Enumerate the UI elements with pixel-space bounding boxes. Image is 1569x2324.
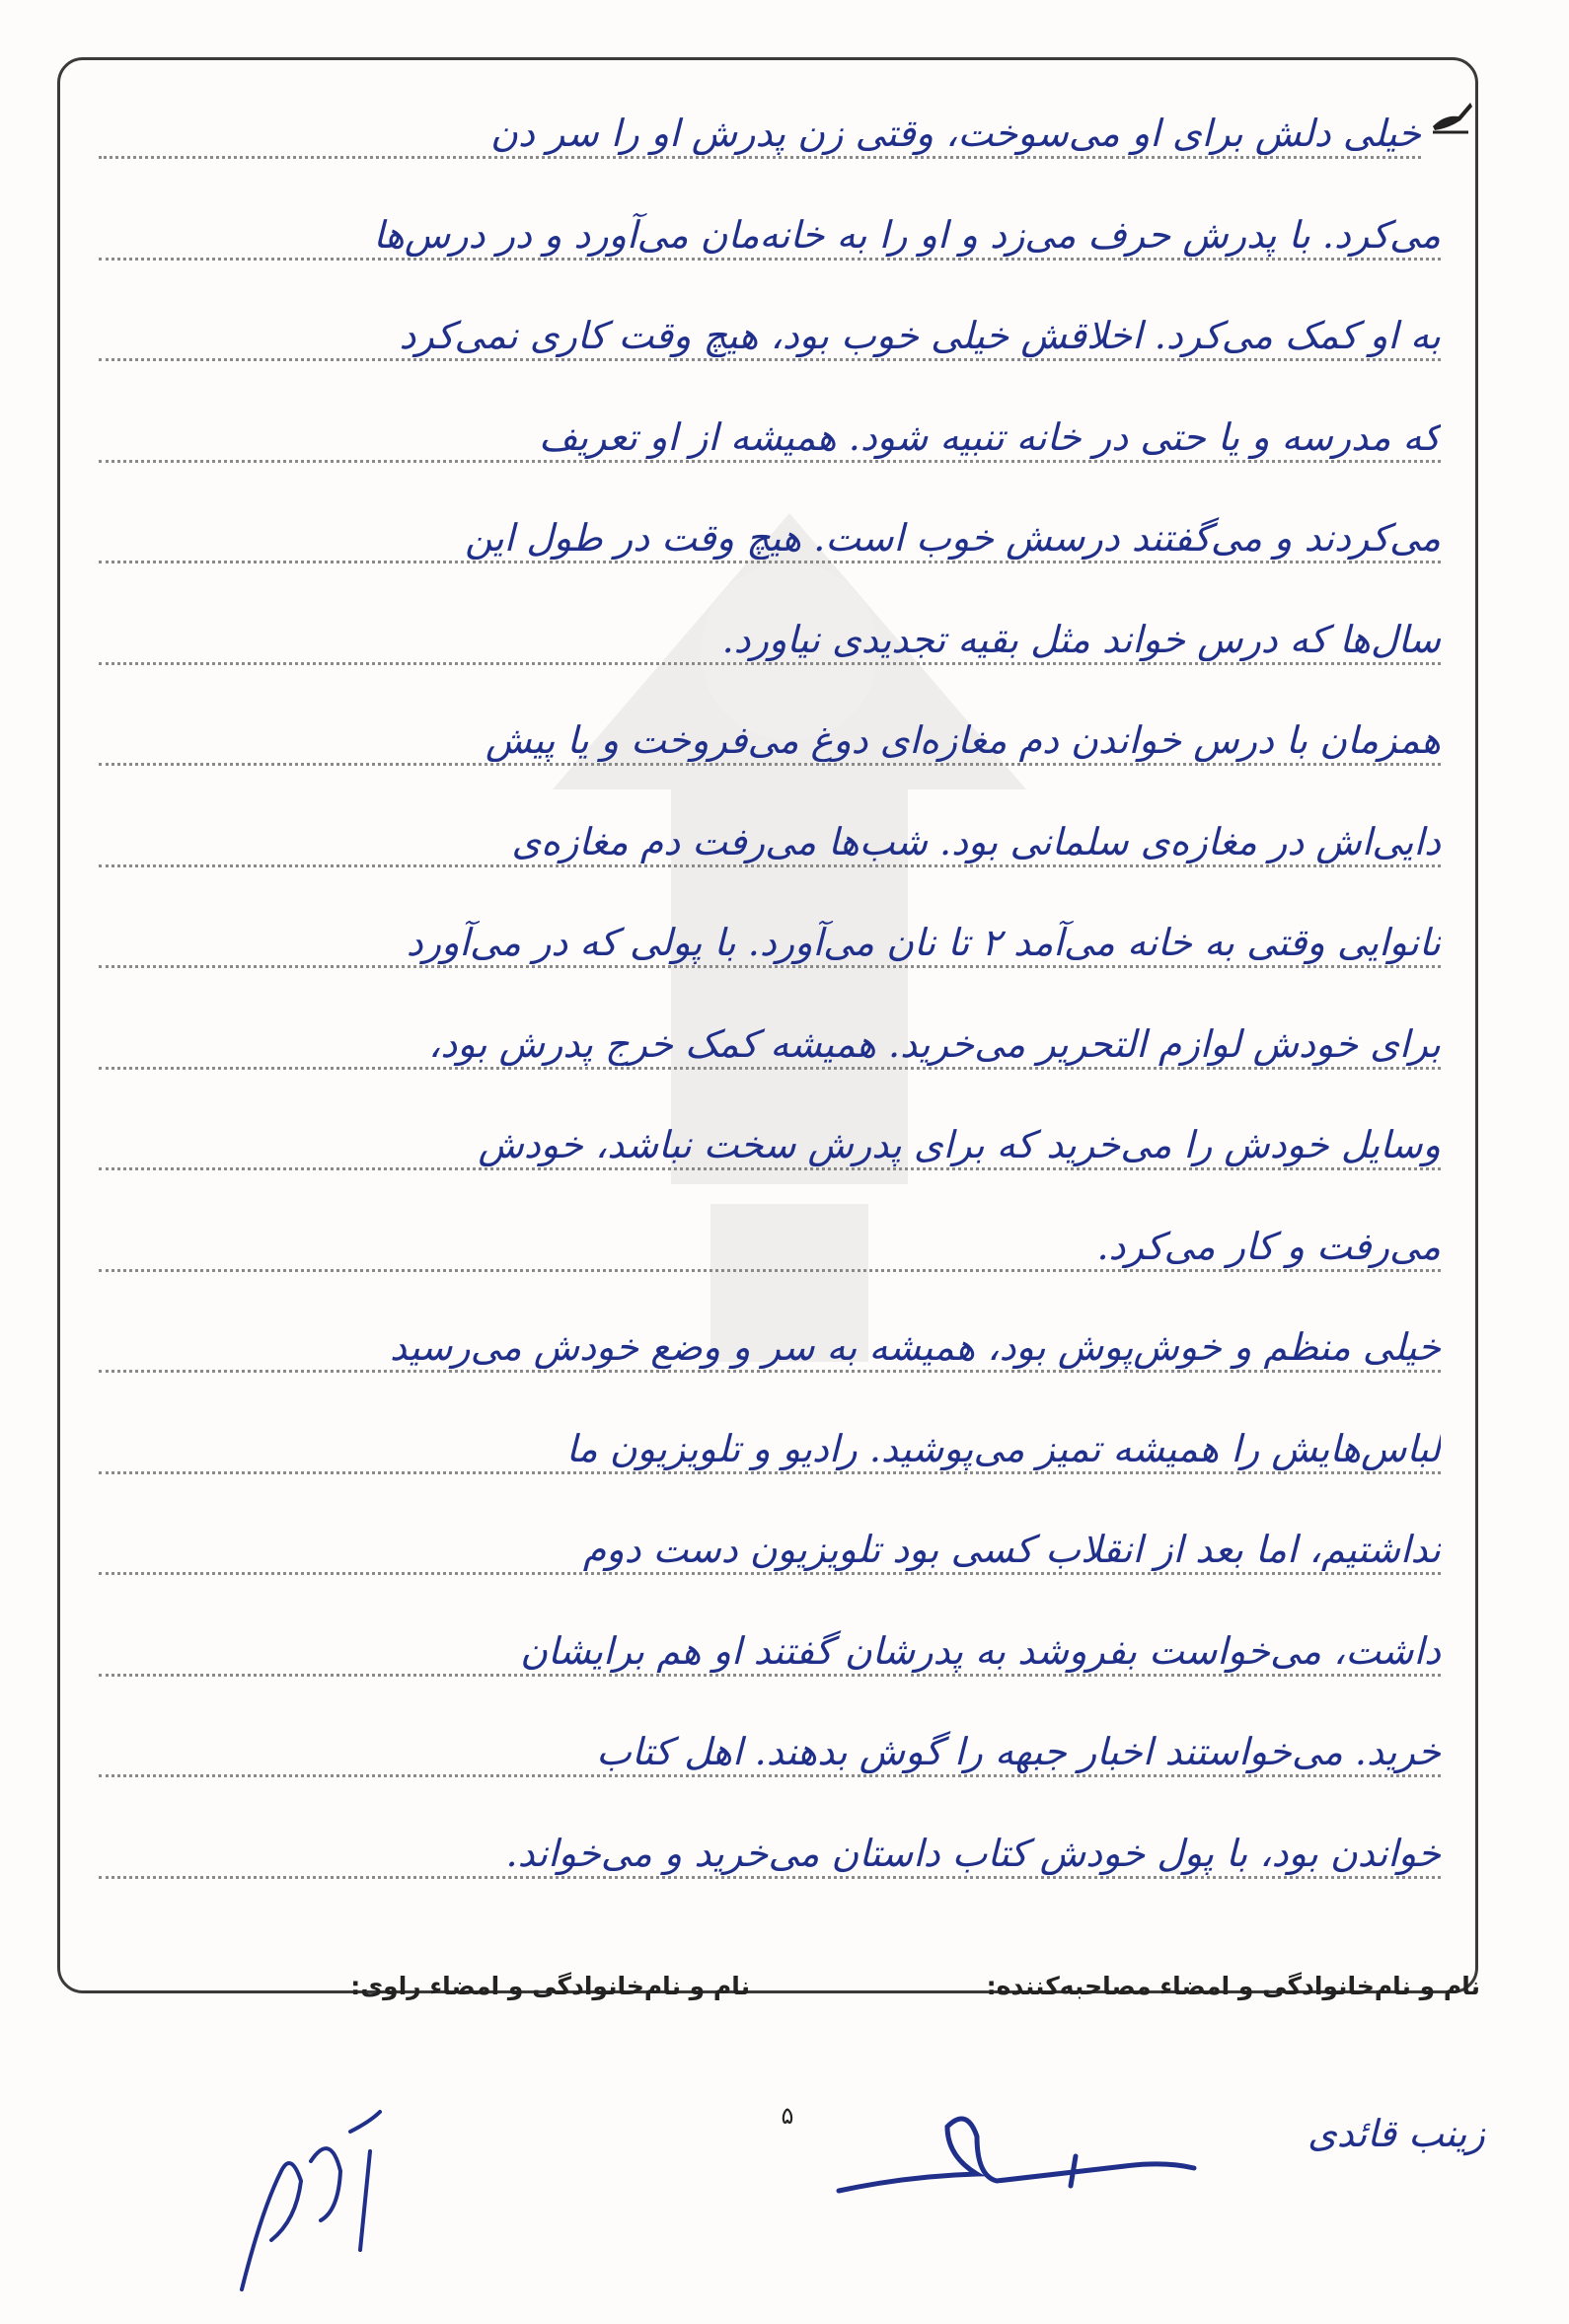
page-number: ۵ bbox=[781, 2102, 794, 2130]
dotted-rule bbox=[99, 358, 1441, 361]
handwritten-line: خواندن بود، با پول خودش کتاب داستان می‌خرید و می‌خواند. bbox=[505, 1832, 1441, 1875]
handwritten-line: برای خودش لوازم التحریر می‌خرید. همیشه کمک خرج پدرش بود، bbox=[428, 1022, 1441, 1066]
handwritten-line: می‌رفت و کار می‌کرد. bbox=[1096, 1225, 1441, 1268]
handwritten-line: می‌کرد. با پدرش حرف می‌زد و او را به خانه‌مان می‌آورد و در درس‌ها bbox=[373, 213, 1441, 257]
signature-name: زینب قائدی bbox=[1308, 2112, 1485, 2155]
dotted-rule bbox=[99, 1269, 1441, 1272]
dotted-rule bbox=[99, 1067, 1441, 1070]
text-line bbox=[99, 792, 1441, 881]
text-line bbox=[99, 1702, 1441, 1791]
handwritten-line: خیلی منظم و خوش‌پوش بود، همیشه به سر و وضع خودش می‌رسید bbox=[390, 1325, 1441, 1369]
dotted-rule bbox=[99, 258, 1441, 261]
handwritten-line: همزمان با درس خواندن دم مغازه‌ای دوغ می‌فروخت و یا پیش bbox=[485, 718, 1441, 762]
text-line bbox=[99, 286, 1441, 375]
dotted-rule bbox=[99, 1774, 1441, 1777]
dotted-rule bbox=[99, 1572, 1441, 1575]
text-line bbox=[99, 1804, 1441, 1893]
handwritten-line: می‌کردند و می‌گفتند درسش خوب است. هیچ وقت در طول این bbox=[465, 516, 1441, 560]
dotted-rule bbox=[99, 763, 1441, 766]
interviewer-signature-label: نام و نام‌خانوادگی و امضاء مصاحبه‌کننده: bbox=[986, 1972, 1480, 2000]
dotted-rule bbox=[99, 460, 1441, 463]
narrator-signature bbox=[222, 2092, 390, 2309]
pen-writing-icon bbox=[1429, 97, 1474, 136]
text-line bbox=[99, 1298, 1441, 1387]
handwritten-line: نانوایی وقتی به خانه می‌آمد ۲ تا نان می‌آورد. با پولی که در می‌آورد bbox=[406, 921, 1441, 964]
dotted-rule bbox=[99, 864, 1441, 867]
dotted-rule bbox=[99, 561, 1441, 563]
handwritten-line: سال‌ها که درس خواند مثل بقیه تجدیدی نیاورد. bbox=[721, 618, 1441, 661]
text-line bbox=[99, 1399, 1441, 1488]
handwritten-line: دایی‌اش در مغازه‌ی سلمانی بود. شب‌ها می‌رفت دم مغازه‌ی bbox=[511, 820, 1441, 863]
interviewer-signature bbox=[829, 2097, 1204, 2215]
dotted-rule bbox=[99, 965, 1441, 968]
dotted-rule bbox=[99, 1167, 1441, 1170]
text-line bbox=[99, 1602, 1441, 1690]
dotted-rule bbox=[99, 156, 1421, 159]
handwritten-line: لباس‌هایش را همیشه تمیز می‌پوشید. رادیو و تلویزیون ما bbox=[565, 1427, 1441, 1470]
text-line bbox=[99, 995, 1441, 1084]
dotted-rule bbox=[99, 1471, 1441, 1474]
text-line bbox=[99, 1197, 1441, 1286]
handwritten-line: داشت، می‌خواست بفروشد به پدرشان گفتند او هم برایشان bbox=[520, 1629, 1441, 1673]
text-line bbox=[99, 590, 1441, 679]
text-line bbox=[99, 1095, 1441, 1184]
handwritten-line: خیلی دلش برای او می‌سوخت، وقتی زن پدرش او را سر دن bbox=[490, 112, 1421, 155]
handwritten-line: خرید. می‌خواستند اخبار جبهه را گوش بدهند. اهل کتاب bbox=[596, 1730, 1441, 1773]
narrator-signature-label: نام و نام‌خانوادگی و امضاء راوی: bbox=[350, 1972, 750, 2000]
handwritten-line: که مدرسه و یا حتی در خانه تنبیه شود. همیشه از او تعریف bbox=[539, 415, 1441, 459]
text-line bbox=[99, 186, 1441, 274]
dotted-rule bbox=[99, 1674, 1441, 1677]
text-line bbox=[99, 893, 1441, 982]
text-line bbox=[99, 84, 1421, 173]
handwritten-line: وسایل خودش را می‌خرید که برای پدرش سخت نباشد، خودش bbox=[478, 1123, 1441, 1166]
dotted-rule bbox=[99, 662, 1441, 665]
dotted-rule bbox=[99, 1370, 1441, 1373]
dotted-rule bbox=[99, 1876, 1441, 1879]
handwritten-line: به او کمک می‌کرد. اخلاقش خیلی خوب بود، هیچ وقت کاری نمی‌کرد bbox=[399, 314, 1441, 357]
text-line bbox=[99, 388, 1441, 477]
handwritten-line: نداشتیم، اما بعد از انقلاب کسی بود تلویزیون دست دوم bbox=[582, 1528, 1441, 1571]
text-line bbox=[99, 1500, 1441, 1589]
text-line bbox=[99, 691, 1441, 780]
text-line bbox=[99, 488, 1441, 577]
